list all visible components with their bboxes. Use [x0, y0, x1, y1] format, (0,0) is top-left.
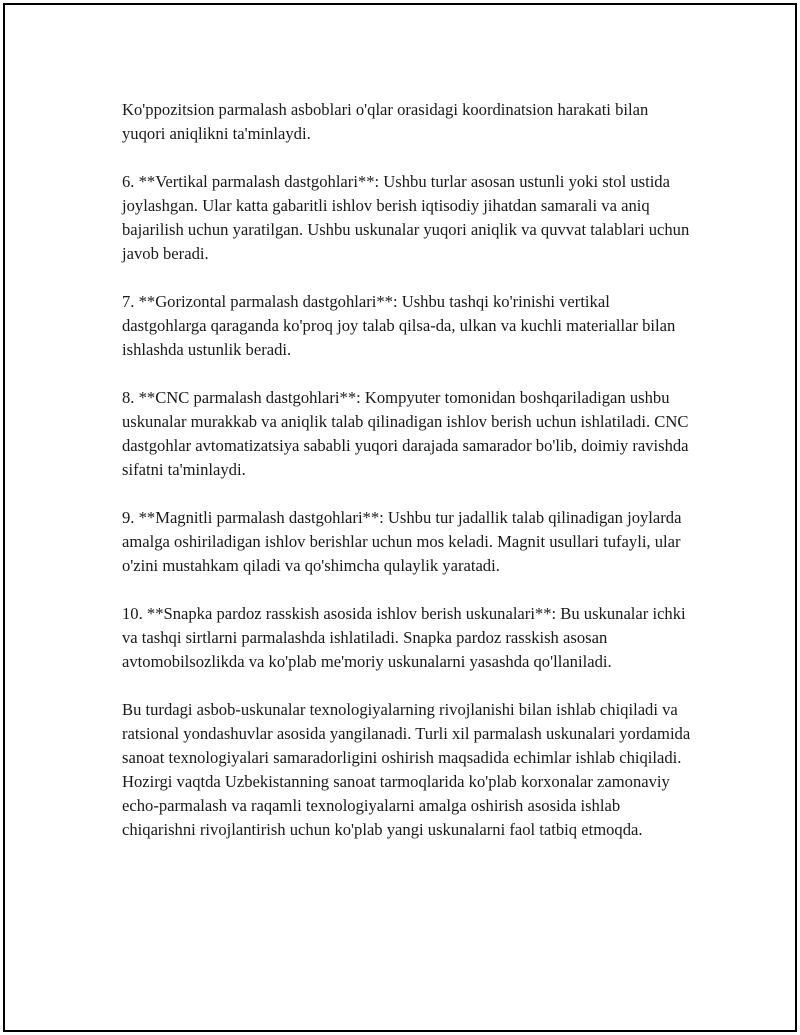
paragraph-item-10: 10. **Snapka pardoz rasskish asosida ishlov berish uskunalari**: Bu uskunalar ichki va tashqi sirtlarni parmalashda ishlatiladi. Snapka pardoz rasskish asosan avtomobilsozlikda va ko'plab me'moriy uskunalarni yasashda qo'llaniladi.: [122, 604, 686, 671]
paragraph-conclusion: Bu turdagi asbob-uskunalar texnologiyalarning rivojlanishi bilan ishlab chiqiladi va ratsional yondashuvlar asosida yangilanadi. Turli xil parmalash uskunalari yordamida sanoat texnologiyalari samaradorligini oshirish maqsadida echimlar ishlab chiqiladi. Hozirgi vaqtda Uzbekistanning sanoat tarmoqlarida ko'plab korxonalar zamonaviy echo-parmalash va raqamli texnologiyalarni amalga oshirish asosida ishlab chiqarishni rivojlantirish uchun ko'plab yangi uskunalarni faol tatbiq etmoqda.: [122, 700, 691, 839]
paragraph-item-8: 8. **CNC parmalash dastgohlari**: Kompyuter tomonidan boshqariladigan ushbu uskunalar murakkab va aniqlik talab qilinadigan ishlov berish uchun ishlatiladi. CNC dastgohlar avtomatizatsiya sababli yuqori darajada samarador bo'lib, doimiy ravishda sifatni ta'minlaydi.: [122, 388, 689, 479]
page-frame: [3, 3, 797, 1032]
paragraph-item-9: 9. **Magnitli parmalash dastgohlari**: Ushbu tur jadallik talab qilinadigan joylarda amalga oshiriladigan ishlov berishlar uchun mos keladi. Magnit usullari tufayli, ular o'zini mustahkam qiladi va qo'shimcha qulaylik yaratadi.: [122, 508, 682, 575]
document-body: [122, 98, 692, 842]
paragraph-intro: Ko'ppozitsion parmalash asboblari o'qlar orasidagi koordinatsion harakati bilan yuqori aniqlikni ta'minlaydi.: [122, 100, 649, 143]
paragraph-item-7: 7. **Gorizontal parmalash dastgohlari**: Ushbu tashqi ko'rinishi vertikal dastgohlarga qaraganda ko'proq joy talab qilsa-da, ulkan va kuchli materiallar bilan ishlashda ustunlik beradi.: [122, 292, 676, 359]
paragraph-item-6: 6. **Vertikal parmalash dastgohlari**: Ushbu turlar asosan ustunli yoki stol ustida joylashgan. Ular katta gabaritli ishlov berish iqtisodiy jihatdan samarali va aniq bajarilish uchun yaratilgan. Ushbu uskunalar yuqori aniqlik va quvvat talablari uchun javob beradi.: [122, 172, 690, 263]
